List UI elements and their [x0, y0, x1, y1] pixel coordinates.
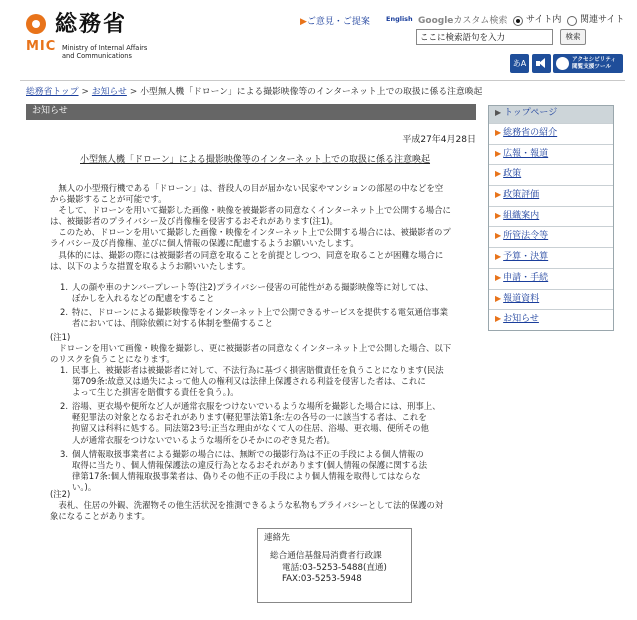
- list-line: 軽犯罪法の対象となるおそれがあります(軽犯罪法第1条:左の各号の一に該当する者は、これを: [72, 412, 427, 423]
- radio-site-search[interactable]: [513, 15, 561, 27]
- english-link[interactable]: English: [386, 15, 413, 23]
- list-line: 第709条:故意又は過失によって他人の権利又は法律上保護される利益を侵害した者は、これに: [72, 376, 426, 387]
- arrow-right-icon: ▶: [495, 128, 502, 137]
- logo-en-line1: Ministry of Internal Affairs: [62, 44, 148, 52]
- breadcrumb-news-link[interactable]: お知らせ: [91, 87, 127, 97]
- list-line: 特に、ドローンによる撮影映像等をインターネット上で公開できるサービスを提供する電気通信事業: [72, 307, 448, 318]
- breadcrumb-separator: >: [129, 87, 138, 97]
- arrow-right-icon: ▶: [495, 190, 502, 200]
- list-item: [60, 401, 470, 445]
- radio-related-sites[interactable]: [567, 15, 624, 27]
- radio-checked-icon[interactable]: [513, 16, 523, 26]
- search-input[interactable]: [416, 29, 553, 45]
- sidebar-item-pr[interactable]: ▶ 広報・報道: [489, 144, 613, 165]
- accessibility-icon: [556, 57, 569, 70]
- mic-logo-icon[interactable]: [26, 14, 46, 34]
- arrow-right-icon: ▶: [495, 252, 502, 262]
- list-line: 浴場、更衣場や便所など人が通常衣服をつけないでいるような場所を撮影した場合には、刑事上、: [72, 401, 441, 412]
- breadcrumb-home-link[interactable]: 総務省トップ: [26, 87, 79, 97]
- intro-line: から撮影することが可能です。: [50, 194, 167, 205]
- site-header: [0, 0, 637, 78]
- breadcrumb-current: 小型無人機「ドローン」による撮影映像等のインターネット上での取扱に係る注意喚起: [140, 87, 483, 97]
- sidebar-item-budget[interactable]: ▶ 予算・決算: [489, 247, 613, 268]
- intro-paragraph: [50, 183, 470, 272]
- text-size-icon[interactable]: あA: [510, 54, 529, 73]
- list-line: 個人情報取扱事業者による撮影の場合には、無断での撮影行為は不正の手段による個人情報の: [72, 448, 424, 459]
- sidebar-item-applications[interactable]: ▶ 申請・手続: [489, 268, 613, 289]
- contact-dept: 総合通信基盤局消費者行政課: [270, 551, 382, 562]
- sidebar-item-evaluation[interactable]: ▶ 政策評価: [489, 185, 613, 206]
- header-divider: [20, 80, 625, 81]
- note2-label: (注2): [50, 489, 71, 499]
- arrow-right-icon: ▶: [495, 169, 502, 179]
- risks-list: [60, 365, 470, 496]
- list-item: [60, 365, 470, 398]
- publish-date: 平成27年4月28日: [402, 135, 476, 145]
- list-line: 者においては、削除依頼に対する体制を整備すること: [72, 318, 273, 329]
- intro-line: は、以下のような措置を取るようお願いいたします。: [50, 260, 251, 271]
- section-header-bar: お知らせ: [26, 104, 476, 120]
- list-item: [60, 307, 470, 329]
- note2-line: 象になることがあります。: [50, 511, 150, 522]
- list-line: ぼかしを入れるなどの配慮をすること: [72, 293, 215, 304]
- contact-fax: FAX:03-5253-5948: [282, 574, 362, 585]
- list-line: よって生じた損害を賠償する責任を負う。)。: [72, 387, 239, 398]
- arrow-right-icon: ▶: [495, 293, 502, 303]
- list-line: 民事上、被撮影者は被撮影者に対して、不法行為に基づく損害賠償責任を負うことになります(民法: [72, 365, 444, 375]
- note1-line: ドローンを用いて画像・映像を撮影し、更に被撮影者の同意なくインターネット上で公開した場合、以下: [50, 343, 452, 354]
- arrow-right-icon: ▶: [495, 210, 502, 220]
- list-line: 人が通常衣服をつけないでいるような場所をひそかにのぞき見た者)。: [72, 434, 335, 445]
- accessibility-tool-button[interactable]: [553, 54, 623, 73]
- document-title: 小型無人機「ドローン」による撮影映像等のインターネット上での取扱に係る注意喚起: [80, 155, 431, 165]
- list-number: 2.: [60, 401, 68, 412]
- opinion-link-label: ご意見・ご提案: [306, 17, 370, 27]
- note2-line: 表札、住居の外観、洗濯物その他生活状況を推測できるような私物もプライバシーとして法的保護の対: [50, 500, 444, 511]
- list-number: 3.: [60, 448, 68, 459]
- contact-label: 連絡先: [264, 533, 290, 543]
- list-item: [60, 282, 470, 304]
- sidebar-item-about[interactable]: ▶ 総務省の紹介: [489, 123, 613, 144]
- intro-line: は、被撮影者のプライバシー及び肖像権を侵害するおそれがあります(注1)。: [50, 216, 338, 227]
- custom-search-label: カスタム検索: [453, 16, 508, 26]
- list-item: [60, 449, 470, 493]
- google-custom-search-label: [418, 16, 507, 28]
- sidebar-nav: [488, 105, 614, 331]
- logo-mic-text[interactable]: MIC: [26, 39, 57, 54]
- list-line: 律第17条:個人情報取扱事業者は、偽りその他不正の手段により個人情報を取得してはならな: [72, 470, 421, 481]
- sidebar-item-laws[interactable]: ▶ 所管法令等: [489, 226, 613, 247]
- list-line: 拘留又は科料に処する。同法第23号:正当な理由がなくて人の住居、浴場、更衣場、便所その他: [72, 423, 429, 434]
- breadcrumb-separator: >: [81, 87, 89, 97]
- list-line: い。)。: [72, 481, 97, 492]
- arrow-right-icon: ▶: [300, 17, 307, 27]
- sidebar-item-news[interactable]: ▶ お知らせ: [489, 309, 613, 330]
- logo-ja-text[interactable]: 総務省: [55, 12, 128, 37]
- intro-line: 無人の小型飛行機である「ドローン」は、普段人の目が届かない民家やマンションの部屋の中などを空: [50, 183, 444, 193]
- note1-label: (注1): [50, 332, 71, 342]
- radio-unchecked-icon[interactable]: [567, 16, 577, 26]
- contact-box: [257, 528, 412, 603]
- triangle-right-icon: ▶: [495, 108, 502, 117]
- sidebar-top-label: トップページ: [504, 108, 558, 118]
- list-number: 1.: [60, 282, 68, 292]
- list-line: 取得に当たり、個人情報保護法の違反行為となるおそれがあります(個人情報の保護に関する法: [72, 459, 428, 470]
- intro-line: そして、ドローンを用いて撮影した画像・映像を被撮影者の同意なくインターネット上で公開する場合に: [50, 205, 451, 216]
- note1-line: のリスクを負うことになります。: [50, 354, 175, 365]
- intro-line: ライバシー及び肖像権、並びに個人情報の保護に配慮するようお願いいたします。: [50, 238, 359, 249]
- list-line: 人の顔や車のナンバープレート等(注2)プライバシー侵害の可能性がある撮影映像等に対しては、: [72, 282, 434, 292]
- sidebar-item-top-page[interactable]: [489, 106, 613, 123]
- sidebar-item-organization[interactable]: ▶ 組織案内: [489, 206, 613, 227]
- radio-related-label: 関連サイト: [580, 15, 625, 25]
- note1-block: [50, 332, 470, 365]
- search-button[interactable]: 検索: [560, 29, 586, 45]
- arrow-right-icon: ▶: [495, 272, 502, 282]
- intro-line: このため、ドローンを用いて撮影した画像・映像をインターネット上で公開する場合には、被撮影者のプ: [50, 227, 451, 238]
- arrow-right-icon: ▶: [495, 148, 502, 158]
- google-wordmark: Google: [418, 16, 454, 26]
- intro-line: 具体的には、撮影の際には被撮影者の同意を取ることを前提としつつ、同意を取ることが困難な場合に: [50, 249, 444, 260]
- contact-phone: 電話:03-5253-5488(直通): [282, 562, 387, 573]
- access-tool-line1: アクセシビリティ: [572, 57, 617, 64]
- arrow-right-icon: ▶: [495, 314, 502, 324]
- access-tool-line2: 閲覧支援ツール: [572, 63, 612, 70]
- breadcrumb: [26, 87, 482, 99]
- speaker-icon[interactable]: [532, 54, 551, 73]
- list-number: 1.: [60, 365, 68, 375]
- logo-en-line2: and Communications: [62, 52, 132, 60]
- note2-block: [50, 489, 470, 522]
- arrow-right-icon: ▶: [495, 231, 502, 241]
- measures-list: [60, 282, 470, 332]
- list-number: 2.: [60, 307, 68, 318]
- sidebar-item-press[interactable]: ▶ 報道資料: [489, 289, 613, 310]
- opinion-link[interactable]: [300, 17, 370, 29]
- radio-site-label: サイト内: [526, 15, 562, 25]
- sidebar-item-policy[interactable]: ▶ 政策: [489, 164, 613, 185]
